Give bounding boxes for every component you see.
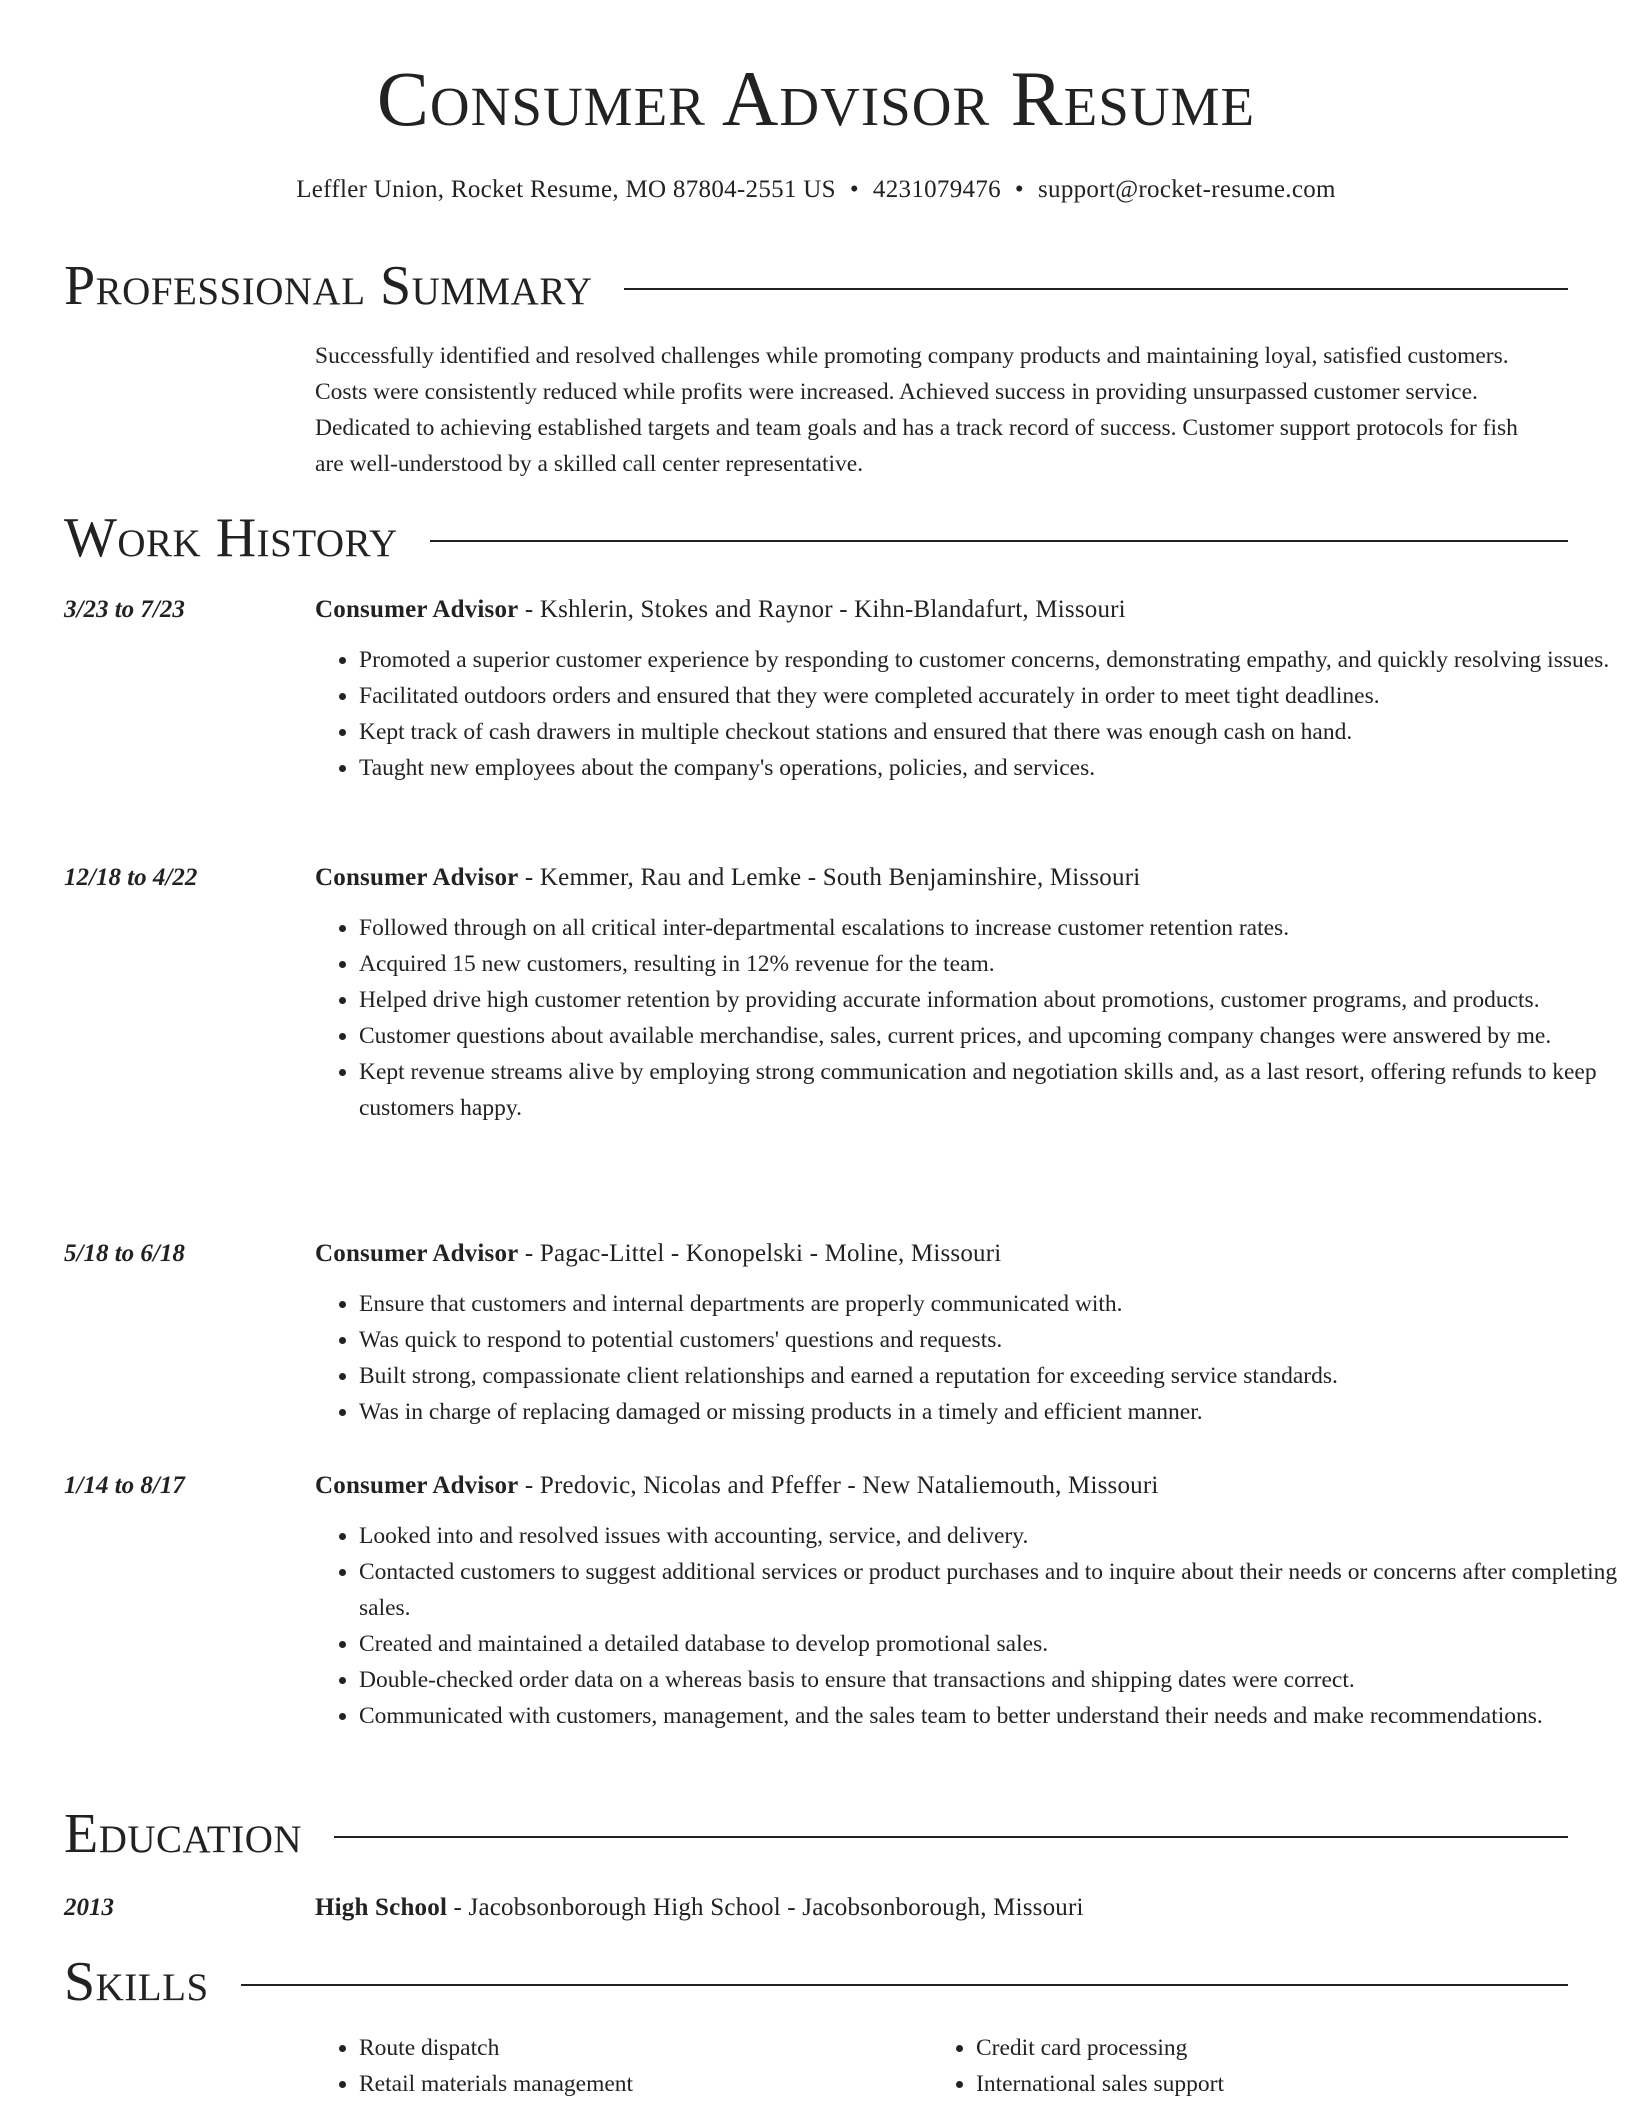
contact-line [0,176,1632,204]
skill-item: • Route dispatch [359,2030,919,2066]
section-divider [334,1836,1568,1838]
section-title-skills: Skills [64,1951,209,2013]
job-bullet: • Followed through on all critical inter-departmental escalations to increase customer retention rates. [359,910,1632,946]
section-title-work-history: Work History [64,507,398,569]
contact-email: support@rocket-resume.com [1037,176,1336,203]
job-bullet: • Ensure that customers and internal departments are properly communicated with. [359,1286,1632,1322]
job-employer: - Kshlerin, Stokes and Raynor - Kihn-Blandafurt, Missouri [518,596,1126,623]
job-heading [315,1236,1001,1272]
job-bullet: • Was in charge of replacing damaged or missing products in a timely and efficient manner. [359,1394,1632,1430]
job-title: Consumer Advisor [315,1472,519,1499]
job-bullet: • Kept revenue streams alive by employing strong communication and negotiation skills and, as a last resort, offering refunds to keep customers happy. [359,1054,1632,1126]
contact-separator: • [1014,176,1024,203]
job-bullet: • Facilitated outdoors orders and ensured that they were completed accurately in order to meet tight deadlines. [359,678,1632,714]
contact-address: Leffler Union, Rocket Resume, MO 87804-2551 US [296,176,836,203]
job-title: Consumer Advisor [315,596,519,623]
section-divider [241,1984,1568,1986]
education-heading [315,1890,1084,1926]
job-bullets [315,910,1632,1126]
job-bullet: • Customer questions about available merchandise, sales, current prices, and upcoming company changes were answered by me. [359,1018,1632,1054]
job-employer: - Predovic, Nicolas and Pfeffer - New Nataliemouth, Missouri [518,1472,1159,1499]
job-dates: 12/18 to 4/22 [64,864,198,891]
job-bullet: • Helped drive high customer retention by providing accurate information about promotions, customer programs, and products. [359,982,1632,1018]
job-employer: - Kemmer, Rau and Lemke - South Benjaminshire, Missouri [518,864,1141,891]
job-employer: - Pagac-Littel - Konopelski - Moline, Missouri [518,1240,1002,1267]
job-heading [315,1468,1159,1504]
job-bullet: • Was quick to respond to potential customers' questions and requests. [359,1322,1632,1358]
job-bullet: • Created and maintained a detailed database to develop promotional sales. [359,1626,1632,1662]
job-heading [315,860,1140,896]
skill-item: • Retail materials management [359,2066,919,2102]
contact-phone: 4231079476 [872,176,1001,203]
job-title: Consumer Advisor [315,1240,519,1267]
job-bullet: • Communicated with customers, management, and the sales team to better understand their needs and make recommendations. [359,1698,1632,1734]
section-header-skills [64,1952,1568,2012]
job-bullet: • Kept track of cash drawers in multiple checkout stations and ensured that there was enough cash on hand. [359,714,1632,750]
job-bullet: • Looked into and resolved issues with accounting, service, and delivery. [359,1518,1632,1554]
job-dates: 3/23 to 7/23 [64,596,185,623]
skills-column-2 [932,2030,1536,2102]
job-bullet: • Taught new employees about the company's operations, policies, and services. [359,750,1632,786]
education-school: - Jacobsonborough High School - Jacobsonborough, Missouri [447,1894,1084,1921]
section-header-summary [64,256,1568,316]
job-bullet: • Acquired 15 new customers, resulting in 12% revenue for the team. [359,946,1632,982]
skills-column-1 [315,2030,919,2102]
summary-text: Successfully identified and resolved challenges while promoting company products and maintaining loyal, satisfied customers. Costs were consistently reduced while profits were increased. Achieved success in providing unsurpassed customer service. Dedicated to achieving established targets and team goals and has a track record of success. Customer support protocols for fish are well-understood by a skilled call center representative. [315,343,1518,477]
job-bullet: • Built strong, compassionate client relationships and earned a reputation for exceeding service standards. [359,1358,1632,1394]
job-bullet: • Double-checked order data on a whereas basis to ensure that transactions and shipping dates were correct. [359,1662,1632,1698]
skill-item: • Credit card processing [976,2030,1536,2066]
education-dates: 2013 [64,1894,114,1921]
section-header-education [64,1804,1568,1864]
resume-title: Consumer Advisor Resume [376,55,1256,142]
job-bullets [315,1518,1632,1734]
job-heading [315,592,1126,628]
section-divider [624,288,1568,290]
section-title-summary: Professional Summary [64,255,593,317]
education-degree: High School [315,1894,448,1921]
job-dates: 5/18 to 6/18 [64,1240,185,1267]
section-header-work-history [64,508,1568,568]
job-bullet: • Promoted a superior customer experience by responding to customer concerns, demonstrating empathy, and quickly resolving issues. [359,642,1632,678]
job-bullet: • Contacted customers to suggest additional services or product purchases and to inquire about their needs or concerns after completing sales. [359,1554,1632,1626]
job-title: Consumer Advisor [315,864,519,891]
job-dates: 1/14 to 8/17 [64,1472,185,1499]
section-divider [430,540,1568,542]
skill-item: • International sales support [976,2066,1536,2102]
contact-separator: • [849,176,859,203]
job-bullets [315,642,1632,786]
job-bullets [315,1286,1632,1430]
section-title-education: Education [64,1803,303,1865]
